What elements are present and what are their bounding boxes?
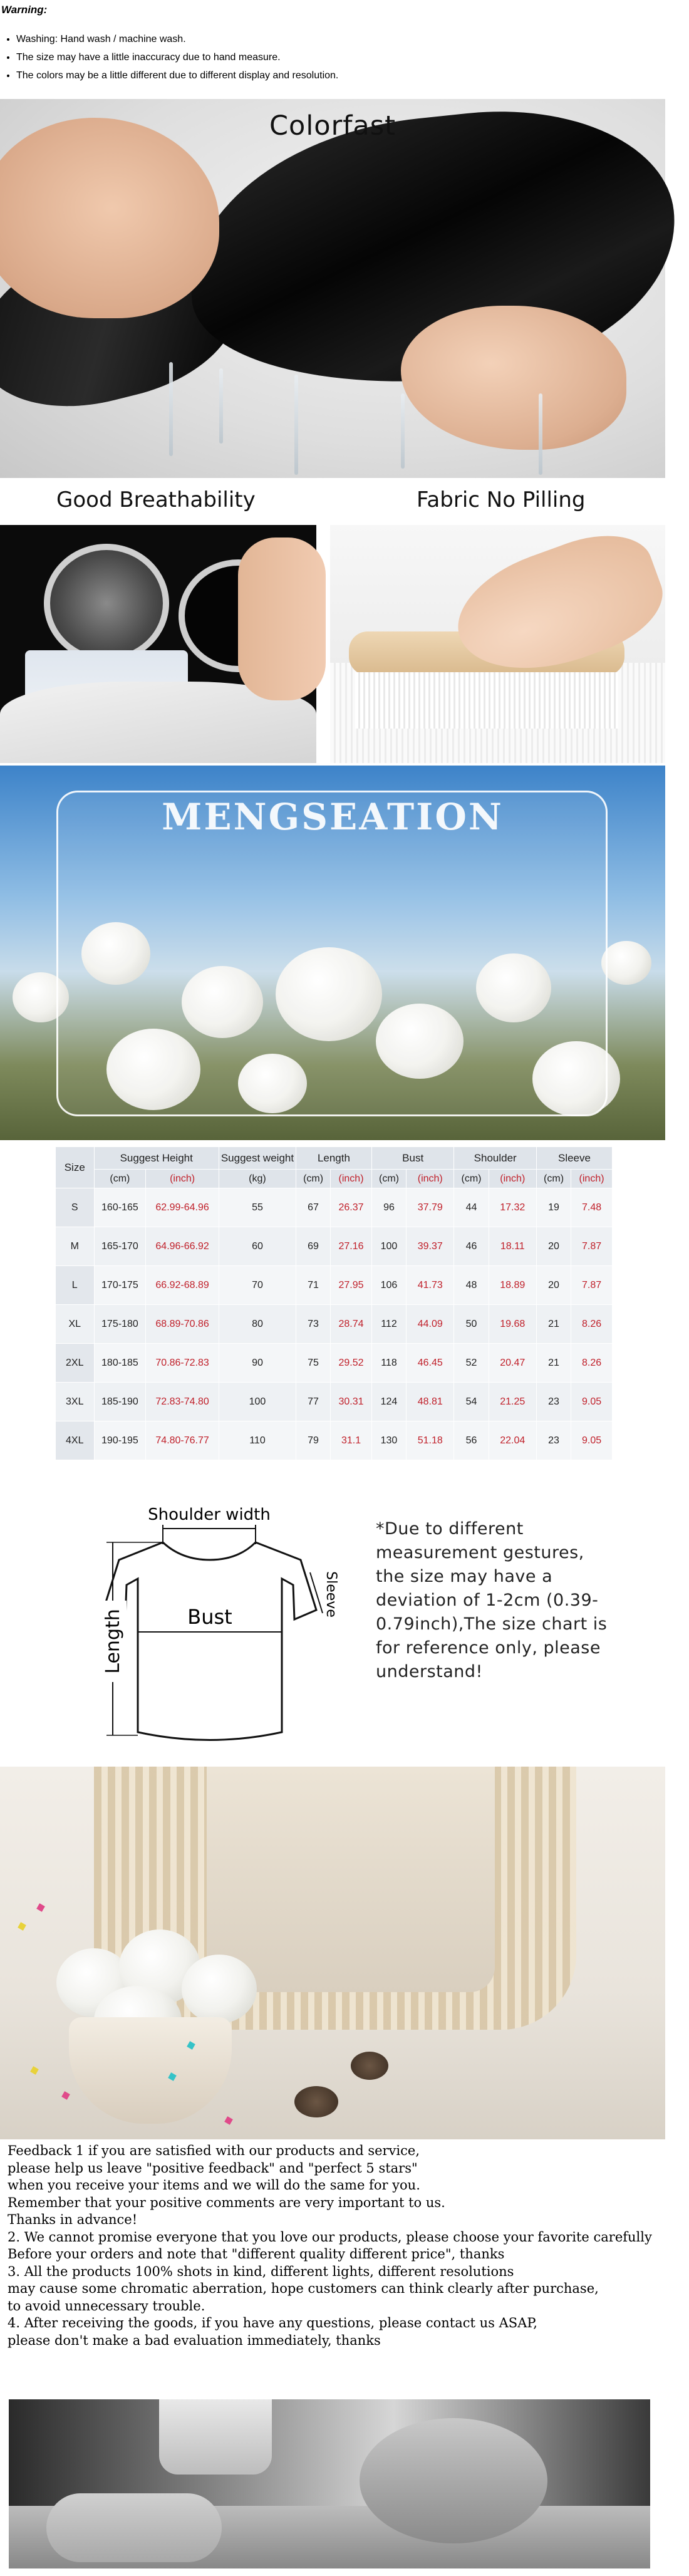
size-row (56, 1344, 613, 1383)
cell-sleeve-cm: 21 (536, 1305, 571, 1344)
cell-bust-cm: 118 (371, 1344, 406, 1383)
feedback-line: Thanks in advance! (8, 2212, 138, 2227)
cell-length-in: 28.74 (331, 1305, 372, 1344)
hand (46, 2493, 222, 2562)
size-row (56, 1266, 613, 1305)
size-note: *Due to different measurement gestures, the size may have a deviation of 1-2cm (0.39-0.79inch),The size chart is for reference only, please understand! (376, 1519, 608, 1681)
cell-height-cm: 170-175 (94, 1266, 146, 1305)
cell-bust-in: 46.45 (407, 1344, 454, 1383)
cell-shoulder-in: 21.25 (489, 1383, 536, 1421)
size-row (56, 1227, 613, 1266)
feedback-line: please don't make a bad evaluation immediately, thanks (8, 2332, 381, 2348)
cell-length-in: 31.1 (331, 1421, 372, 1460)
colorfast-photo (0, 99, 665, 478)
size-row (56, 1383, 613, 1421)
cell-shoulder-in: 22.04 (489, 1421, 536, 1460)
cell-length-cm: 73 (296, 1305, 330, 1344)
cotton-pod (294, 2086, 338, 2117)
cell-height-cm: 165-170 (94, 1227, 146, 1266)
unit-inch: (inch) (146, 1170, 219, 1188)
brand-name: MENGSEATION (162, 796, 504, 838)
warning-item: • The colors may be a little different due to different display and resolution. (16, 66, 665, 85)
cell-length-in: 29.52 (331, 1344, 372, 1383)
feedback-line: may cause some chromatic aberration, hope customers can think clearly after purchase, (8, 2281, 599, 2296)
cell-bust-cm: 100 (371, 1227, 406, 1266)
cell-shoulder-cm: 50 (454, 1305, 489, 1344)
feedback-line: 4. After receiving the goods, if you have any questions, please contact us ASAP, (8, 2315, 537, 2330)
height-header: Suggest Height (94, 1147, 219, 1170)
feedback-line: 3. All the products 100% shots in kind, different lights, different resolutions (8, 2263, 514, 2279)
warning-item: • The size may have a little inaccuracy due to hand measure. (16, 48, 665, 66)
colorfast-title: Colorfast (269, 110, 396, 142)
size-row (56, 1421, 613, 1460)
cell-weight: 110 (219, 1421, 296, 1460)
rounded-frame (56, 791, 608, 1116)
cell-height-cm: 185-190 (94, 1383, 146, 1421)
measurement-diagram (0, 1485, 665, 1760)
cell-length-cm: 67 (296, 1188, 330, 1227)
cell-height-in: 66.92-68.89 (146, 1266, 219, 1305)
cell-length-cm: 77 (296, 1383, 330, 1421)
size-chart-table (55, 1146, 613, 1460)
cell-shoulder-in: 18.11 (489, 1227, 536, 1266)
breathability-title: Good Breathability (56, 487, 256, 512)
cell-sleeve-in: 7.48 (571, 1188, 613, 1227)
unit-inch: (inch) (331, 1170, 372, 1188)
cell-length-in: 30.31 (331, 1383, 372, 1421)
cell-shoulder-in: 18.89 (489, 1266, 536, 1305)
cotton-boll (182, 1955, 257, 2023)
sleeve-header: Sleeve (536, 1147, 612, 1170)
cell-length-in: 27.95 (331, 1266, 372, 1305)
bust-header: Bust (371, 1147, 454, 1170)
cell-bust-in: 51.18 (407, 1421, 454, 1460)
right-hand (401, 306, 626, 450)
cell-shoulder-cm: 46 (454, 1227, 489, 1266)
cell-length-cm: 69 (296, 1227, 330, 1266)
cell-sleeve-cm: 20 (536, 1227, 571, 1266)
cell-height-in: 74.80-76.77 (146, 1421, 219, 1460)
water-drip (401, 393, 405, 469)
sleeve-label: Sleeve (323, 1571, 339, 1618)
cell-weight: 55 (219, 1188, 296, 1227)
unit-inch: (inch) (571, 1170, 613, 1188)
cell-size: L (56, 1266, 95, 1305)
cell-shoulder-in: 19.68 (489, 1305, 536, 1344)
cell-shoulder-in: 20.47 (489, 1344, 536, 1383)
cell-height-cm: 180-185 (94, 1344, 146, 1383)
cotton-pod (351, 2052, 388, 2080)
cell-length-in: 27.16 (331, 1227, 372, 1266)
cell-size: 3XL (56, 1383, 95, 1421)
cell-size: M (56, 1227, 95, 1266)
cell-height-in: 70.86-72.83 (146, 1344, 219, 1383)
cell-bust-cm: 96 (371, 1188, 406, 1227)
water-drip (219, 368, 223, 444)
cotton-field-photo (0, 766, 665, 1140)
hand (360, 2418, 547, 2543)
cell-weight: 100 (219, 1383, 296, 1421)
cell-bust-cm: 112 (371, 1305, 406, 1344)
weight-header: Suggest weight (219, 1147, 296, 1170)
cell-shoulder-cm: 52 (454, 1344, 489, 1383)
cell-sleeve-cm: 21 (536, 1344, 571, 1383)
cell-bust-cm: 106 (371, 1266, 406, 1305)
unit-kg: (kg) (219, 1170, 296, 1188)
sewing-photo (9, 2399, 650, 2568)
cell-size: XL (56, 1305, 95, 1344)
brush-bristles (355, 672, 618, 729)
feedback-line: Remember that your positive comments are very important to us. (8, 2194, 445, 2210)
cell-sleeve-cm: 19 (536, 1188, 571, 1227)
cell-sleeve-in: 9.05 (571, 1421, 613, 1460)
cell-bust-in: 41.73 (407, 1266, 454, 1305)
cell-height-cm: 160-165 (94, 1188, 146, 1227)
cell-shoulder-in: 17.32 (489, 1188, 536, 1227)
unit-cm: (cm) (94, 1170, 146, 1188)
warning-item: • Washing: Hand wash / machine wash. (16, 30, 665, 48)
cell-bust-in: 37.79 (407, 1188, 454, 1227)
unit-cm: (cm) (296, 1170, 330, 1188)
size-chart (55, 1146, 613, 1463)
water-drip (169, 362, 173, 456)
cell-sleeve-in: 8.26 (571, 1305, 613, 1344)
bust-label: Bust (187, 1605, 232, 1629)
length-label: Length (102, 1609, 124, 1674)
length-header: Length (296, 1147, 371, 1170)
mesh-lens (44, 544, 169, 663)
cell-length-cm: 79 (296, 1421, 330, 1460)
feedback-line: Feedback 1 if you are satisfied with our products and service, (8, 2143, 420, 2158)
feedback-line: 2. We cannot promise everyone that you love our products, please choose your favorite carefully (8, 2229, 652, 2245)
cell-weight: 80 (219, 1305, 296, 1344)
unit-cm: (cm) (371, 1170, 406, 1188)
cell-sleeve-in: 7.87 (571, 1227, 613, 1266)
cell-sleeve-in: 7.87 (571, 1266, 613, 1305)
ceramic-pot (69, 2017, 232, 2124)
cell-height-in: 72.83-74.80 (146, 1383, 219, 1421)
tshirt-outline (103, 1542, 316, 1740)
cell-sleeve-in: 8.26 (571, 1344, 613, 1383)
no-pilling-photo (330, 525, 665, 760)
cell-size: 4XL (56, 1421, 95, 1460)
feedback-line: please help us leave "positive feedback" and "perfect 5 stars" (8, 2160, 418, 2176)
cell-length-cm: 75 (296, 1344, 330, 1383)
breathability-photo (0, 525, 316, 760)
cotton-basket-photo (0, 1767, 665, 2139)
feedback-line: to avoid unnecessary trouble. (8, 2298, 205, 2314)
cell-shoulder-cm: 48 (454, 1266, 489, 1305)
cell-shoulder-cm: 56 (454, 1421, 489, 1460)
sewing-machine (159, 2399, 272, 2475)
cell-bust-in: 44.09 (407, 1305, 454, 1344)
no-pilling-title: Fabric No Pilling (417, 487, 586, 512)
unit-cm: (cm) (454, 1170, 489, 1188)
cell-size: 2XL (56, 1344, 95, 1383)
size-row (56, 1305, 613, 1344)
feedback-line: Before your orders and note that "different quality different price", thanks (8, 2246, 505, 2262)
linen-cloth (207, 1767, 495, 1992)
cell-bust-cm: 124 (371, 1383, 406, 1421)
cell-height-in: 62.99-64.96 (146, 1188, 219, 1227)
cell-weight: 70 (219, 1266, 296, 1305)
cell-shoulder-cm: 44 (454, 1188, 489, 1227)
cell-sleeve-in: 9.05 (571, 1383, 613, 1421)
shoulder-header: Shoulder (454, 1147, 537, 1170)
cell-bust-in: 48.81 (407, 1383, 454, 1421)
cell-sleeve-cm: 23 (536, 1421, 571, 1460)
finger (238, 538, 326, 700)
cell-height-in: 68.89-70.86 (146, 1305, 219, 1344)
warning-title: Warning: (1, 4, 48, 16)
warning-section (0, 0, 665, 94)
cell-weight: 60 (219, 1227, 296, 1266)
cell-height-in: 64.96-66.92 (146, 1227, 219, 1266)
warning-list (1, 30, 665, 85)
tshirt-diagram (94, 1485, 339, 1760)
cell-size: S (56, 1188, 95, 1227)
feedback-line: when you receive your items and we will do the same for you. (8, 2178, 420, 2193)
cell-sleeve-cm: 20 (536, 1266, 571, 1305)
cell-height-cm: 175-180 (94, 1305, 146, 1344)
unit-inch: (inch) (407, 1170, 454, 1188)
cell-weight: 90 (219, 1344, 296, 1383)
left-hand (0, 118, 219, 318)
unit-inch: (inch) (489, 1170, 536, 1188)
cotton-boll (601, 941, 651, 985)
cell-height-cm: 190-195 (94, 1421, 146, 1460)
cell-bust-cm: 130 (371, 1421, 406, 1460)
size-row (56, 1188, 613, 1227)
size-header: Size (56, 1147, 95, 1188)
water-drip (539, 393, 542, 475)
cell-length-cm: 71 (296, 1266, 330, 1305)
cell-sleeve-cm: 23 (536, 1383, 571, 1421)
cell-bust-in: 39.37 (407, 1227, 454, 1266)
cell-length-in: 26.37 (331, 1188, 372, 1227)
cell-shoulder-cm: 54 (454, 1383, 489, 1421)
feedback-text (8, 2142, 659, 2349)
shoulder-width-label: Shoulder width (148, 1505, 271, 1524)
unit-cm: (cm) (536, 1170, 571, 1188)
water-drip (294, 375, 298, 475)
